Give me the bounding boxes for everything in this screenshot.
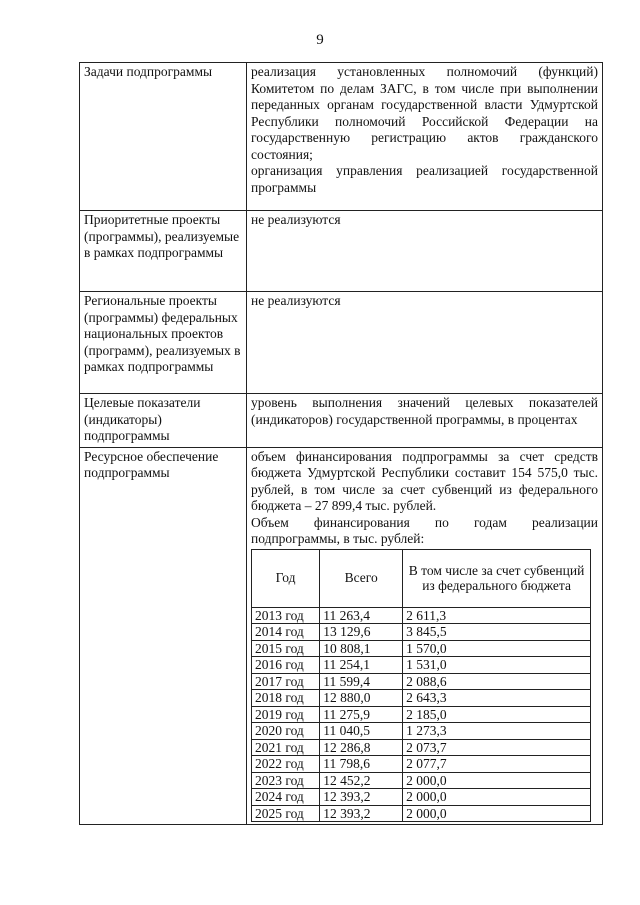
year-cell: 2019 год <box>252 706 320 723</box>
finance-row <box>252 640 591 657</box>
finance-row <box>252 624 591 641</box>
year-cell: 2025 год <box>252 805 320 822</box>
federal-cell: 2 077,7 <box>403 756 591 773</box>
value-paragraph: Объем финансирования по годам реализации подпрограммы, в тыс. рублей: <box>251 514 598 546</box>
finance-row <box>252 789 591 806</box>
table-row <box>80 211 603 292</box>
federal-cell: 3 845,5 <box>403 624 591 641</box>
total-cell: 12 452,2 <box>320 772 403 789</box>
year-cell: 2015 год <box>252 640 320 657</box>
total-cell: 12 393,2 <box>320 789 403 806</box>
value-paragraph: организация управления реализацией государственной программы <box>251 163 598 195</box>
finance-row <box>252 657 591 674</box>
year-cell: 2023 год <box>252 772 320 789</box>
federal-cell: 1 273,3 <box>403 723 591 740</box>
total-cell: 11 798,6 <box>320 756 403 773</box>
federal-cell: 1 570,0 <box>403 640 591 657</box>
year-cell: 2020 год <box>252 723 320 740</box>
year-cell: 2018 год <box>252 690 320 707</box>
page-number: 9 <box>316 32 324 48</box>
finance-header-row <box>252 549 591 607</box>
federal-cell: 2 611,3 <box>403 607 591 624</box>
table-row <box>80 447 603 825</box>
row-value <box>247 292 603 394</box>
total-cell: 11 254,1 <box>320 657 403 674</box>
year-cell: 2017 год <box>252 673 320 690</box>
total-cell: 12 880,0 <box>320 690 403 707</box>
finance-row <box>252 805 591 822</box>
row-label: Целевые показатели (индикаторы) подпрограммы <box>80 394 247 448</box>
federal-cell: 2 000,0 <box>403 805 591 822</box>
year-cell: 2021 год <box>252 739 320 756</box>
finance-row <box>252 607 591 624</box>
total-cell: 12 393,2 <box>320 805 403 822</box>
federal-cell: 2 643,3 <box>403 690 591 707</box>
value-paragraph: реализация установленных полномочий (функций) Комитетом по делам ЗАГС, в том числе при выполнении переданных органам государственной власти Удмуртской Республики полномочий Российской Федерации на государственную регистрацию актов гражданского состояния; <box>251 64 598 162</box>
row-label: Задачи подпрограммы <box>80 63 247 211</box>
row-label: Региональные проекты (программы) федеральных национальных проектов (программ), реализуемых в рамках подпрограммы <box>80 292 247 394</box>
finance-row <box>252 756 591 773</box>
federal-cell: 2 088,6 <box>403 673 591 690</box>
row-value <box>247 211 603 292</box>
finance-row <box>252 690 591 707</box>
total-cell: 11 275,9 <box>320 706 403 723</box>
finance-row <box>252 673 591 690</box>
value-paragraph: не реализуются <box>251 212 341 227</box>
federal-cell: 2 185,0 <box>403 706 591 723</box>
finance-row <box>252 772 591 789</box>
value-paragraph: уровень выполнения значений целевых показателей (индикаторов) государственной программы, в процентах <box>251 395 598 427</box>
total-cell: 12 286,8 <box>320 739 403 756</box>
total-cell: 11 263,4 <box>320 607 403 624</box>
federal-cell: 2 000,0 <box>403 772 591 789</box>
finance-row <box>252 706 591 723</box>
total-cell: 11 040,5 <box>320 723 403 740</box>
table-row <box>80 292 603 394</box>
total-cell: 10 808,1 <box>320 640 403 657</box>
year-cell: 2022 год <box>252 756 320 773</box>
value-paragraph: не реализуются <box>251 293 341 308</box>
header-total: Всего <box>320 549 403 607</box>
finance-row <box>252 739 591 756</box>
row-value <box>247 394 603 448</box>
row-value <box>247 447 603 825</box>
row-label: Приоритетные проекты (программы), реализуемые в рамках подпрограммы <box>80 211 247 292</box>
table-row <box>80 394 603 448</box>
federal-cell: 2 000,0 <box>403 789 591 806</box>
year-cell: 2016 год <box>252 657 320 674</box>
year-cell: 2013 год <box>252 607 320 624</box>
federal-cell: 2 073,7 <box>403 739 591 756</box>
row-value <box>247 63 603 211</box>
federal-cell: 1 531,0 <box>403 657 591 674</box>
total-cell: 11 599,4 <box>320 673 403 690</box>
row-label: Ресурсное обеспечение подпрограммы <box>80 447 247 825</box>
year-cell: 2024 год <box>252 789 320 806</box>
finance-row <box>252 723 591 740</box>
header-year: Год <box>252 549 320 607</box>
finance-table-body <box>252 607 591 822</box>
year-cell: 2014 год <box>252 624 320 641</box>
value-paragraph: объем финансирования подпрограммы за счет средств бюджета Удмуртской Республики составит 154 575,0 тыс. рублей, в том числе за счет субвенций из федерального бюджета – 27 899,4 тыс. рублей. <box>251 448 598 513</box>
header-federal: В том числе за счет субвенций из федерального бюджета <box>403 549 591 607</box>
table-row <box>80 63 603 211</box>
subprogram-passport-table <box>79 62 603 825</box>
total-cell: 13 129,6 <box>320 624 403 641</box>
financing-by-year-table <box>251 549 591 823</box>
